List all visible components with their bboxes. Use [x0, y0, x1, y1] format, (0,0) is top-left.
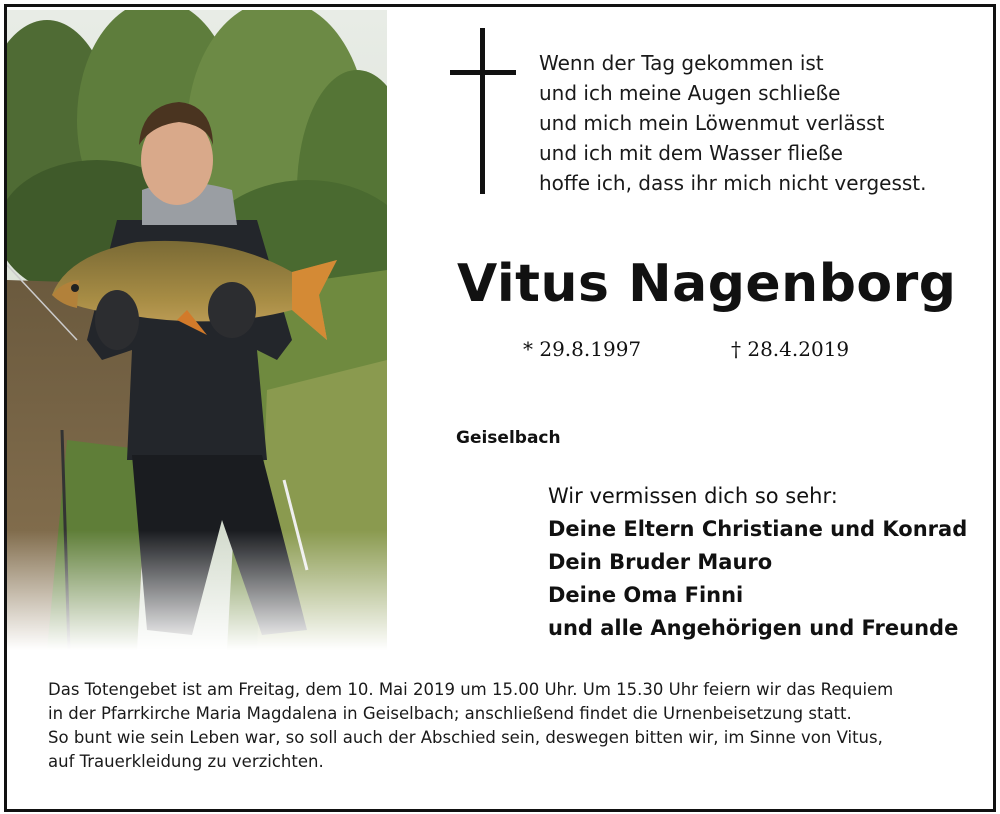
notice-line: So bunt wie sein Leben war, so soll auch der Abschied sein, deswegen bitten wir, im Sinne von Vitus, — [48, 728, 883, 747]
poem-line: Wenn der Tag gekommen ist — [539, 51, 824, 75]
poem-line: und mich mein Löwenmut verlässt — [539, 111, 885, 135]
hometown: Geiselbach — [456, 428, 561, 448]
funeral-notice — [48, 678, 968, 774]
notice-line: in der Pfarrkirche Maria Magdalena in Geiselbach; anschließend findet die Urnenbeisetzung statt. — [48, 704, 852, 723]
mourners-intro: Wir vermissen dich so sehr: — [548, 484, 838, 508]
notice-line: Das Totengebet ist am Freitag, dem 10. Mai 2019 um 15.00 Uhr. Um 15.30 Uhr feiern wir das Requiem — [48, 680, 894, 699]
poem-line: und ich meine Augen schließe — [539, 81, 841, 105]
death-date: † 28.4.2019 — [731, 337, 850, 361]
mourners-list — [548, 480, 967, 645]
mourner-line: Deine Eltern Christiane und Konrad — [548, 517, 968, 541]
cross-icon — [450, 28, 516, 194]
poem-line: und ich mit dem Wasser fließe — [539, 141, 843, 165]
birth-date: * 29.8.1997 — [523, 337, 642, 361]
poem-line: hoffe ich, dass ihr mich nicht vergesst. — [539, 171, 927, 195]
mourner-line: und alle Angehörigen und Freunde — [548, 616, 959, 640]
poem — [539, 48, 926, 198]
deceased-name: Vitus Nagenborg — [457, 254, 957, 314]
mourner-line: Dein Bruder Mauro — [548, 550, 773, 574]
mourner-line: Deine Oma Finni — [548, 583, 744, 607]
portrait-photo-image — [7, 10, 387, 650]
notice-line: auf Trauerkleidung zu verzichten. — [48, 752, 324, 771]
portrait-photo — [7, 10, 387, 650]
